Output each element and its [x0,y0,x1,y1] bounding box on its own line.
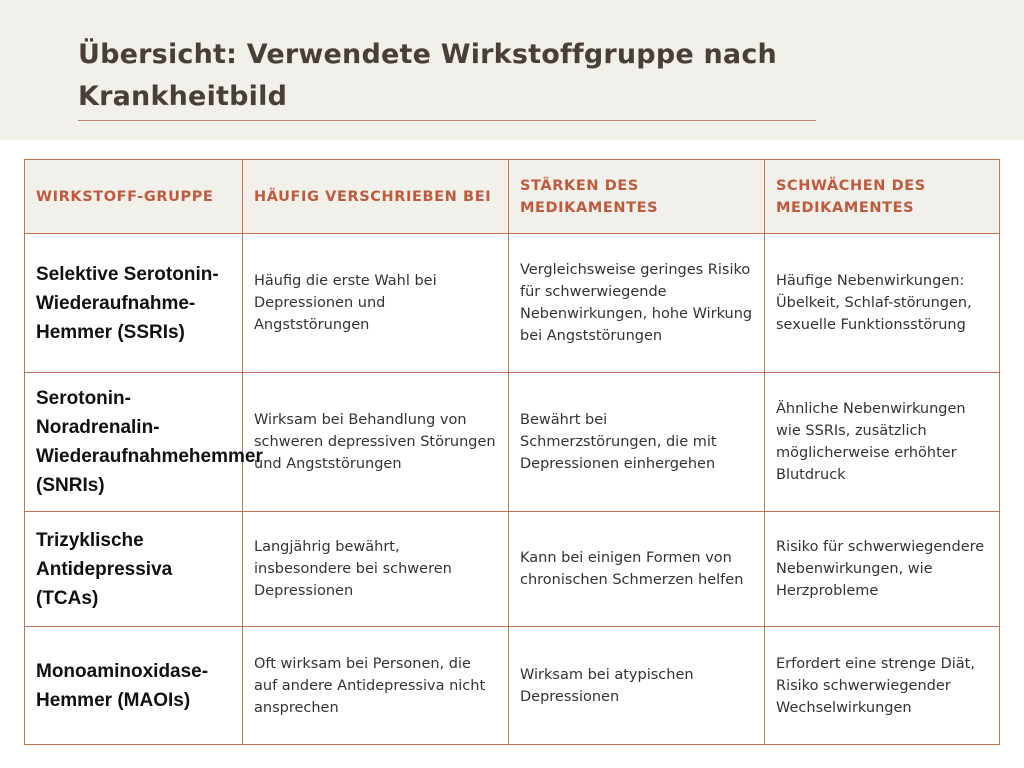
column-header-staerken: STÄRKEN DES MEDIKAMENTES [509,160,765,234]
column-header-schwaechen: SCHWÄCHEN DES MEDIKAMENTES [765,160,1000,234]
column-header-haeufig-verschrieben: HÄUFIG VERSCHRIEBEN BEI [243,160,509,234]
column-header-wirkstoffgruppe: WIRKSTOFF-GRUPPE [25,160,243,234]
title-underline [78,120,816,121]
cell-drug-group: Trizyklische Antidepressiva (TCAs) [25,512,243,627]
cell-weaknesses: Risiko für schwerwiegendere Nebenwirkungen, wie Herzprobleme [765,512,1000,627]
table-header-row [25,160,1000,234]
table-row [25,373,1000,512]
cell-prescribed-for: Häufig die erste Wahl bei Depressionen und Angststörungen [243,234,509,373]
comparison-table [24,159,1000,745]
cell-drug-group: Selektive Serotonin-Wiederaufnahme-Hemmer (SSRIs) [25,234,243,373]
cell-strengths: Bewährt bei Schmerzstörungen, die mit Depressionen einhergehen [509,373,765,512]
cell-strengths: Kann bei einigen Formen von chronischen Schmerzen helfen [509,512,765,627]
cell-drug-group: Monoaminoxidase-Hemmer (MAOIs) [25,627,243,745]
table-row [25,234,1000,373]
cell-weaknesses: Ähnliche Nebenwirkungen wie SSRIs, zusätzlich möglicherweise erhöhter Blutdruck [765,373,1000,512]
table-row [25,627,1000,745]
page-title: Übersicht: Verwendete Wirkstoffgruppe nach Krankheitbild [78,39,777,112]
cell-strengths: Vergleichsweise geringes Risiko für schwerwiegende Nebenwirkungen, hohe Wirkung bei Angststörungen [509,234,765,373]
cell-weaknesses: Häufige Nebenwirkungen: Übelkeit, Schlaf-störungen, sexuelle Funktionsstörung [765,234,1000,373]
cell-prescribed-for: Langjährig bewährt, insbesondere bei schweren Depressionen [243,512,509,627]
cell-strengths: Wirksam bei atypischen Depressionen [509,627,765,745]
table-row [25,512,1000,627]
cell-weaknesses: Erfordert eine strenge Diät, Risiko schwerwiegender Wechselwirkungen [765,627,1000,745]
cell-prescribed-for: Wirksam bei Behandlung von schweren depressiven Störungen und Angststörungen [243,373,509,512]
cell-prescribed-for: Oft wirksam bei Personen, die auf andere Antidepressiva nicht ansprechen [243,627,509,745]
cell-drug-group: Serotonin-Noradrenalin-Wiederaufnahmehemmer (SNRIs) [25,373,243,512]
